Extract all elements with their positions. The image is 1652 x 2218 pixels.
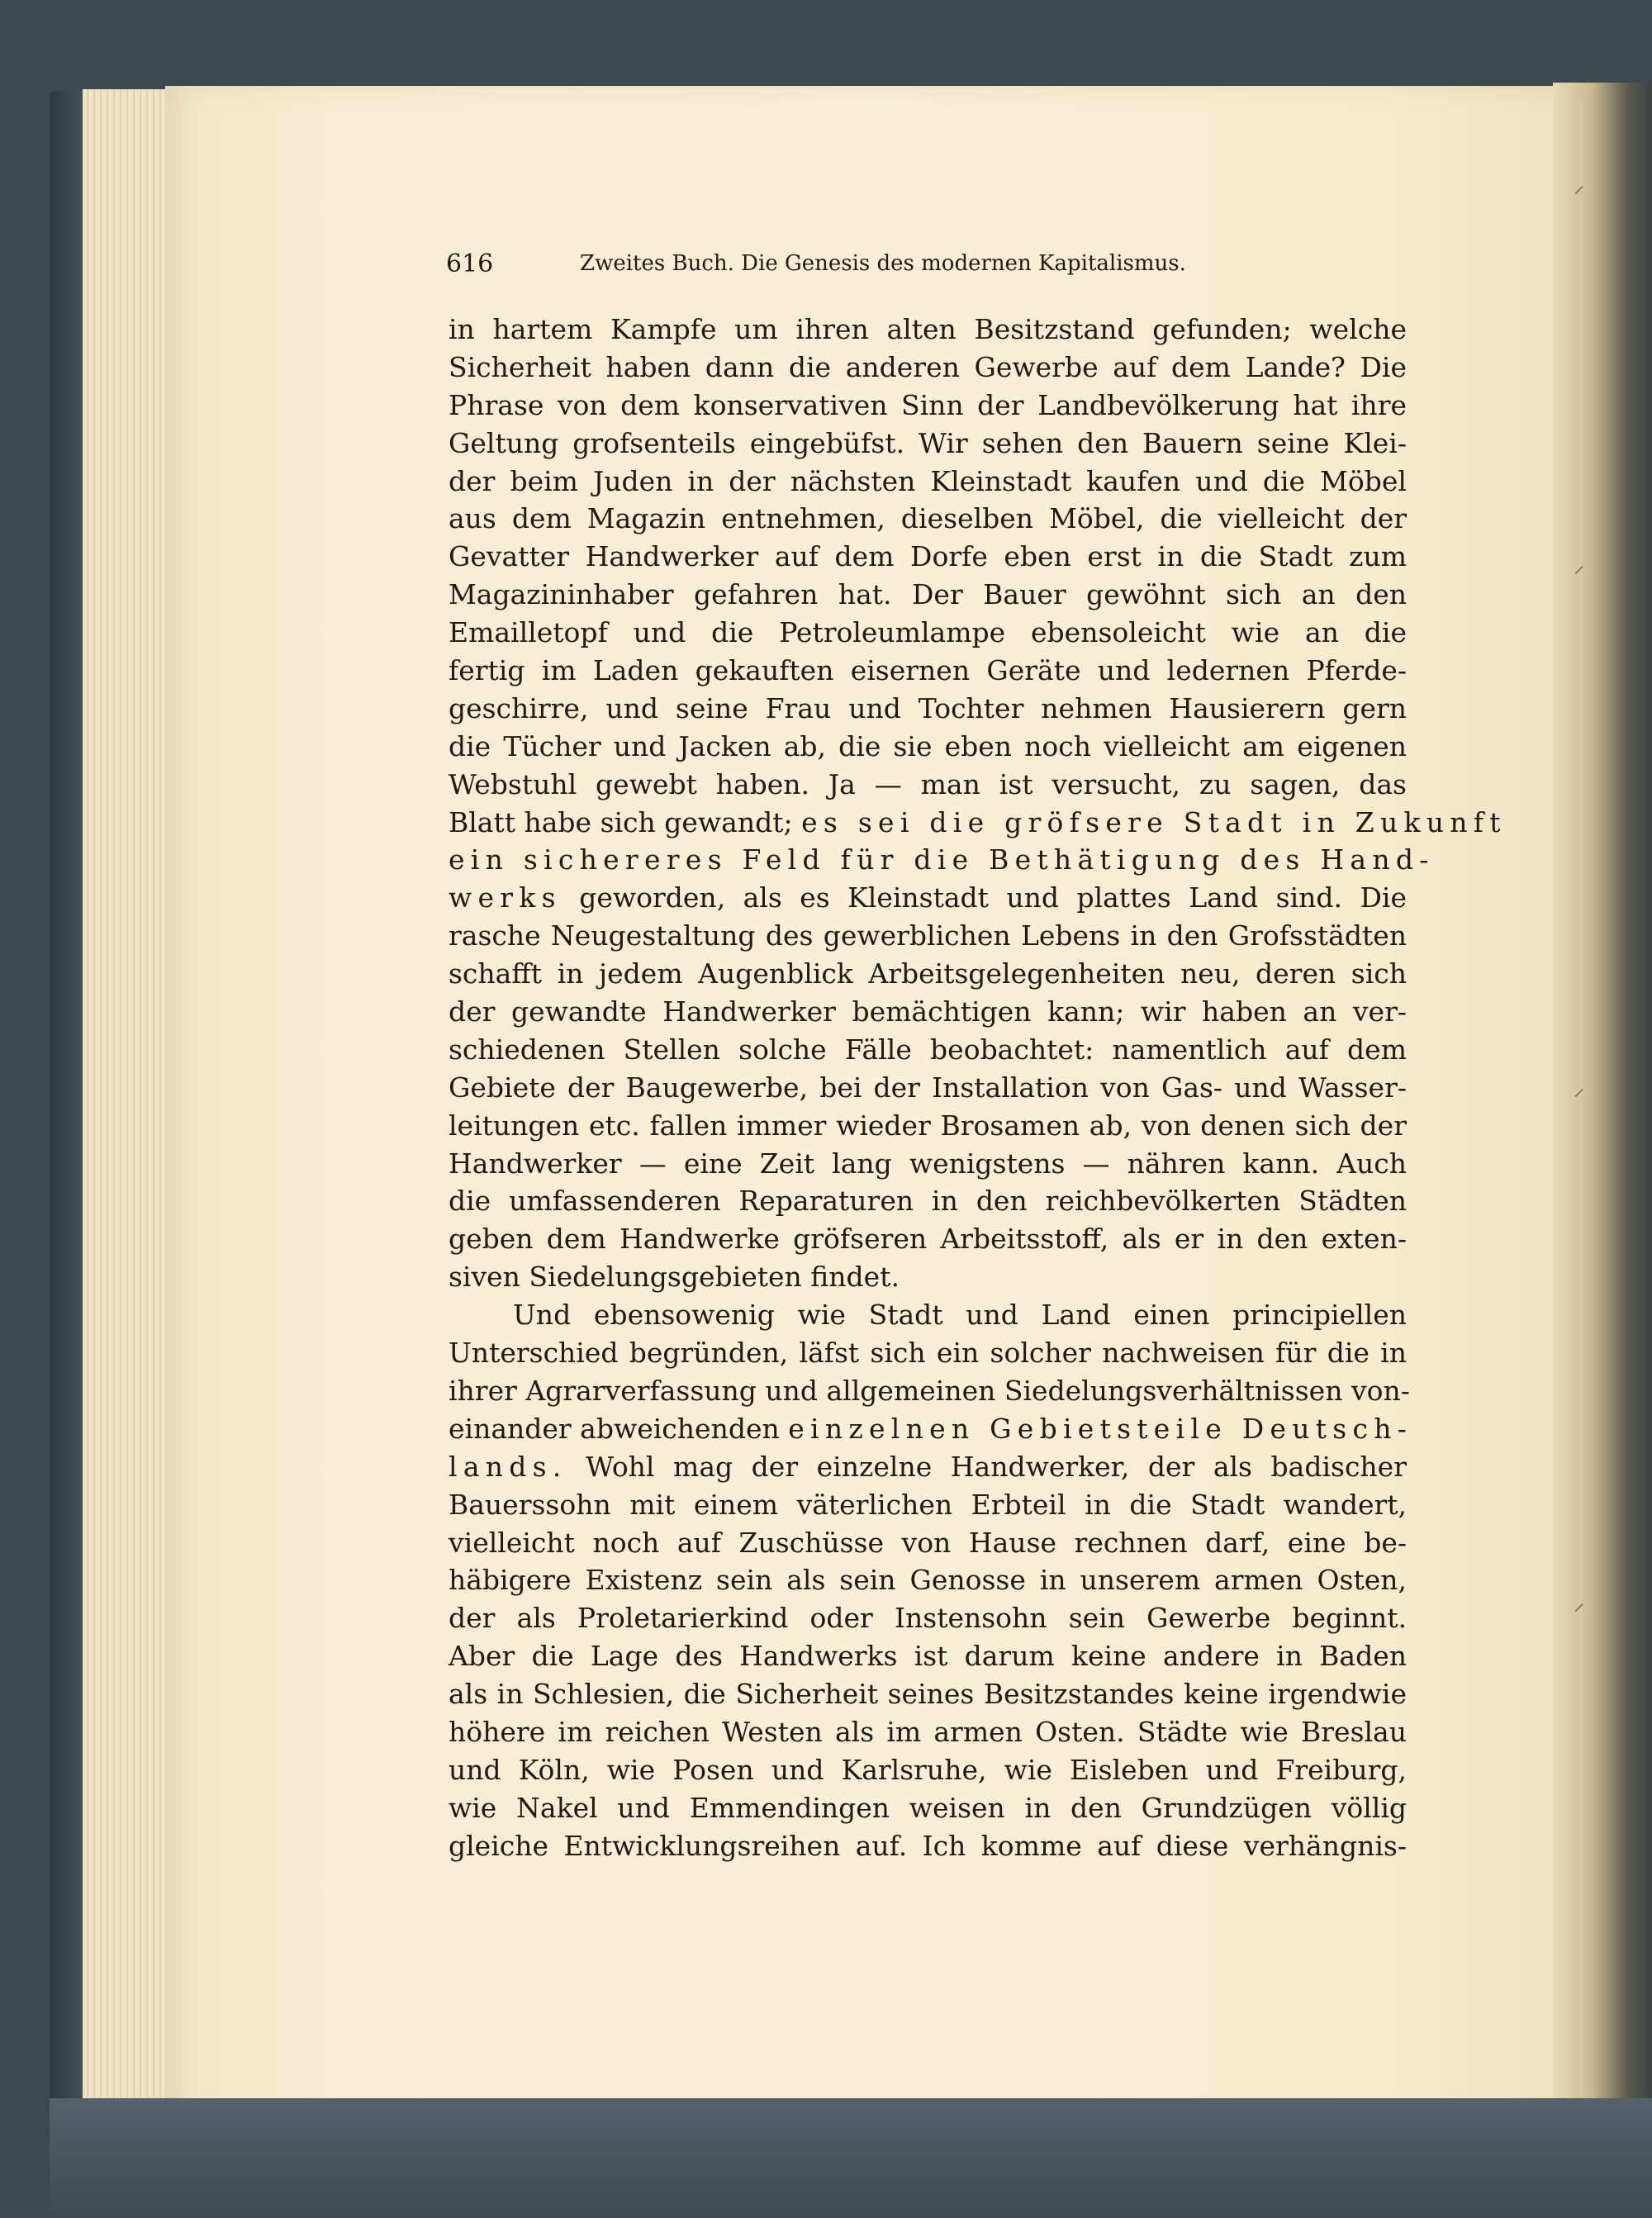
text-line: schiedenen Stellen solche Fälle beobachtet: namentlich auf dem bbox=[449, 1033, 1407, 1066]
running-title: Zweites Buch. Die Genesis des modernen Kapitalismus. bbox=[580, 251, 1186, 276]
text-line bbox=[449, 804, 1507, 842]
text-line: Bauerssohn mit einem väterlichen Erbteil in die Stadt wandert, bbox=[449, 1488, 1407, 1521]
text-line: häbigere Existenz sein als sein Genosse in unserem armen Osten, bbox=[449, 1564, 1407, 1597]
text-line: Sicherheit haben dann die anderen Gewerbe auf dem Lande? Die bbox=[449, 350, 1407, 383]
book-gutter bbox=[1553, 83, 1652, 2131]
text-line: vielleicht noch auf Zuschüsse von Hause rechnen darf, eine be- bbox=[449, 1526, 1407, 1559]
paragraph-start-line: Und ebensowenig wie Stadt und Land einen principiellen bbox=[513, 1299, 1407, 1332]
emphasized-text: einzelnen Gebietsteile Deutsch- bbox=[788, 1412, 1413, 1445]
text-line: schafft in jedem Augenblick Arbeitsgelegenheiten neu, deren sich bbox=[449, 957, 1407, 990]
text-line: Gebiete der Baugewerbe, bei der Installation von Gas- und Wasser- bbox=[449, 1071, 1407, 1104]
text-segment: Blatt habe sich gewandt; bbox=[449, 805, 802, 838]
text-line: Unterschied begründen, läfst sich ein solcher nachweisen für die in bbox=[449, 1337, 1407, 1370]
text-line: fertig im Laden gekauften eisernen Geräte und ledernen Pferde- bbox=[449, 654, 1407, 687]
emphasized-text: werks bbox=[449, 881, 562, 914]
text-segment: geworden, als es Kleinstadt und plattes Land sind. Die bbox=[561, 881, 1407, 914]
text-line: leitungen etc. fallen immer wieder Brosamen ab, von denen sich der bbox=[449, 1109, 1407, 1142]
text-line bbox=[449, 879, 1407, 917]
text-line: ihrer Agrarverfassung und allgemeinen Siedelungsverhältnissen von- bbox=[449, 1374, 1410, 1407]
text-line: Magazininhaber gefahren hat. Der Bauer gewöhnt sich an den bbox=[449, 578, 1407, 611]
margin-mark-icon: ⸝ bbox=[1574, 1076, 1585, 1101]
text-line bbox=[449, 1410, 1413, 1448]
body-text bbox=[449, 311, 1507, 1865]
text-line: wie Nakel und Emmendingen weisen in den Grundzügen völlig bbox=[449, 1791, 1407, 1824]
text-line: Geltung grofsenteils eingebüfst. Wir sehen den Bauern seine Klei- bbox=[449, 426, 1407, 459]
text-segment: einander abweichenden bbox=[449, 1412, 789, 1445]
margin-mark-icon: ⸝ bbox=[1574, 553, 1585, 578]
text-line: Handwerker — eine Zeit lang wenigstens — nähren kann. Auch bbox=[449, 1147, 1407, 1180]
text-segment: Wohl mag der einzelne Handwerker, der als badischer bbox=[567, 1450, 1407, 1483]
paragraph-end-line: siven Siedelungsgebieten findet. bbox=[449, 1261, 900, 1294]
text-line: höhere im reichen Westen als im armen Osten. Städte wie Breslau bbox=[449, 1715, 1407, 1748]
running-header bbox=[446, 249, 1412, 283]
page-number: 616 bbox=[446, 249, 494, 278]
text-line: gleiche Entwicklungsreihen auf. Ich komme auf diese verhängnis- bbox=[449, 1829, 1407, 1862]
text-line: die umfassenderen Reparaturen in den reichbevölkerten Städten bbox=[449, 1185, 1407, 1218]
text-line: geben dem Handwerke gröfseren Arbeitsstoff, als er in den exten- bbox=[449, 1223, 1407, 1256]
margin-mark-icon: ⸝ bbox=[1574, 173, 1585, 198]
emphasized-text: es sei die gröfsere Stadt in Zukunft bbox=[801, 805, 1507, 838]
text-line: der beim Juden in der nächsten Kleinstadt kaufen und die Möbel bbox=[449, 464, 1407, 497]
text-line bbox=[449, 1448, 1407, 1486]
emphasized-text: lands. bbox=[449, 1450, 567, 1483]
text-line: Aber die Lage des Handwerks ist darum keine andere in Baden bbox=[449, 1640, 1407, 1673]
text-line: Emailletopf und die Petroleumlampe ebensoleicht wie an die bbox=[449, 616, 1407, 649]
text-line: rasche Neugestaltung des gewerblichen Lebens in den Grofsstädten bbox=[449, 919, 1407, 952]
margin-mark-icon: ⸝ bbox=[1574, 1591, 1585, 1616]
text-line: Webstuhl gewebt haben. Ja — man ist versucht, zu sagen, das bbox=[449, 767, 1407, 800]
emphasized-line: ein sichereres Feld für die Bethätigung des Hand- bbox=[449, 843, 1435, 876]
text-line: als in Schlesien, die Sicherheit seines Besitzstandes keine irgendwie bbox=[449, 1678, 1407, 1711]
text-line: und Köln, wie Posen und Karlsruhe, wie Eisleben und Freiburg, bbox=[449, 1753, 1407, 1786]
text-line: die Tücher und Jacken ab, die sie eben noch vielleicht am eigenen bbox=[449, 729, 1407, 762]
text-line: aus dem Magazin entnehmen, dieselben Möbel, die vielleicht der bbox=[449, 502, 1407, 535]
text-line: Gevatter Handwerker auf dem Dorfe eben erst in die Stadt zum bbox=[449, 540, 1407, 573]
text-line: der gewandte Handwerker bemächtigen kann; wir haben an ver- bbox=[449, 995, 1407, 1028]
text-line: in hartem Kampfe um ihren alten Besitzstand gefunden; welche bbox=[449, 313, 1407, 345]
text-line: der als Proletarierkind oder Instensohn sein Gewerbe beginnt. bbox=[449, 1602, 1407, 1635]
text-line: geschirre, und seine Frau und Tochter nehmen Hausierern gern bbox=[449, 691, 1407, 724]
table-surface bbox=[50, 2098, 1652, 2218]
text-line: Phrase von dem konservativen Sinn der Landbevölkerung hat ihre bbox=[449, 388, 1407, 421]
